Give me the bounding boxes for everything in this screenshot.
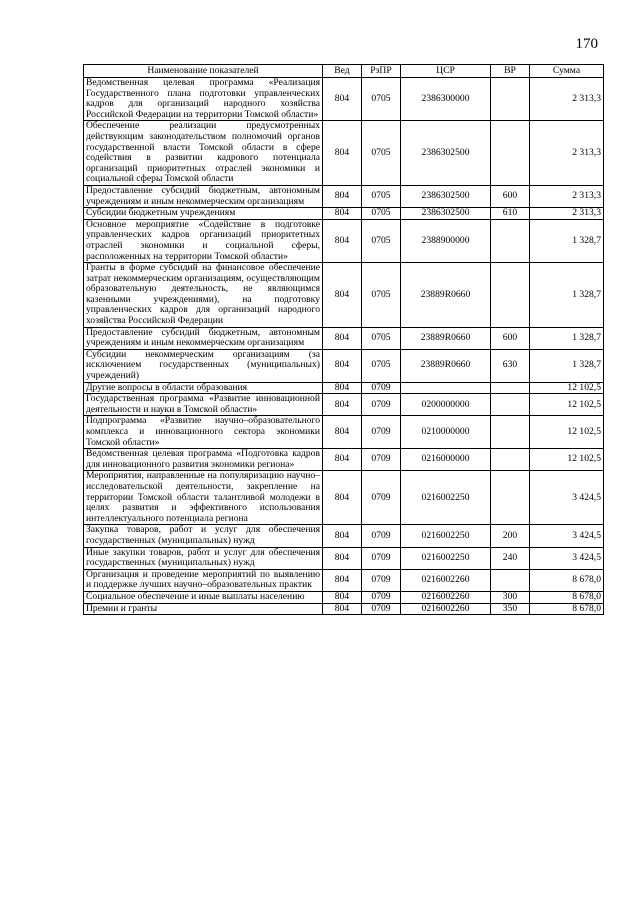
cell-csr: 2386302500 bbox=[401, 185, 491, 207]
cell-rzpr: 0709 bbox=[362, 547, 401, 569]
cell-vr: 600 bbox=[491, 327, 530, 349]
cell-name: Предоставление субсидий бюджетным, автономным учреждениям и иным некоммерческим организациям bbox=[84, 185, 323, 207]
cell-csr: 2386302500 bbox=[401, 121, 491, 186]
table-row bbox=[84, 208, 604, 220]
cell-csr bbox=[401, 382, 491, 394]
header-ved: Вед bbox=[323, 65, 362, 78]
cell-rzpr: 0705 bbox=[362, 327, 401, 349]
cell-name: Мероприятия, направленные на популяризацию научно–исследовательской деятельности, закрепление на территории Томской области талантливой молодежи в целях развития и эффективного использования интеллектуального потенциала региона bbox=[84, 471, 323, 525]
header-rzpr: РзПР bbox=[362, 65, 401, 78]
cell-sum: 3 424,5 bbox=[530, 547, 604, 569]
cell-rzpr: 0705 bbox=[362, 121, 401, 186]
table-row bbox=[84, 219, 604, 262]
cell-rzpr: 0705 bbox=[362, 208, 401, 220]
header-sum: Сумма bbox=[530, 65, 604, 78]
cell-ved: 804 bbox=[323, 382, 362, 394]
cell-ved: 804 bbox=[323, 471, 362, 525]
cell-rzpr: 0709 bbox=[362, 591, 401, 603]
cell-csr: 0216002250 bbox=[401, 525, 491, 547]
cell-sum: 1 328,7 bbox=[530, 263, 604, 328]
cell-rzpr: 0709 bbox=[362, 603, 401, 615]
cell-sum: 8 678,0 bbox=[530, 569, 604, 591]
cell-ved: 804 bbox=[323, 263, 362, 328]
cell-vr: 240 bbox=[491, 547, 530, 569]
table-header-row bbox=[84, 65, 604, 78]
table-row bbox=[84, 525, 604, 547]
cell-csr: 0216002260 bbox=[401, 569, 491, 591]
table-row bbox=[84, 185, 604, 207]
cell-csr: 23889R0660 bbox=[401, 327, 491, 349]
table-row bbox=[84, 121, 604, 186]
cell-sum: 8 678,0 bbox=[530, 603, 604, 615]
cell-sum: 2 313,3 bbox=[530, 121, 604, 186]
table-row bbox=[84, 349, 604, 382]
cell-csr: 0200000000 bbox=[401, 394, 491, 416]
cell-ved: 804 bbox=[323, 185, 362, 207]
cell-name: Организация и проведение мероприятий по выявлению и поддержке лучших научно–образовательных практик bbox=[84, 569, 323, 591]
cell-rzpr: 0709 bbox=[362, 569, 401, 591]
table-row bbox=[84, 591, 604, 603]
cell-csr: 0216002250 bbox=[401, 471, 491, 525]
table-body bbox=[84, 78, 604, 615]
cell-name: Предоставление субсидий бюджетным, автономным учреждениям и иным некоммерческим организациям bbox=[84, 327, 323, 349]
cell-rzpr: 0705 bbox=[362, 185, 401, 207]
header-csr: ЦСР bbox=[401, 65, 491, 78]
cell-rzpr: 0705 bbox=[362, 349, 401, 382]
cell-csr: 0216002260 bbox=[401, 603, 491, 615]
cell-ved: 804 bbox=[323, 349, 362, 382]
cell-sum: 3 424,5 bbox=[530, 471, 604, 525]
cell-ved: 804 bbox=[323, 449, 362, 471]
cell-sum: 3 424,5 bbox=[530, 525, 604, 547]
cell-sum: 1 328,7 bbox=[530, 219, 604, 262]
cell-ved: 804 bbox=[323, 219, 362, 262]
cell-name: Ведомственная целевая программа «Подготовка кадров для инновационного развития экономики региона» bbox=[84, 449, 323, 471]
cell-sum: 12 102,5 bbox=[530, 394, 604, 416]
cell-name: Социальное обеспечение и иные выплаты населению bbox=[84, 591, 323, 603]
cell-vr bbox=[491, 382, 530, 394]
cell-name: Иные закупки товаров, работ и услуг для обеспечения государственных (муниципальных) нужд bbox=[84, 547, 323, 569]
cell-csr: 23889R0660 bbox=[401, 349, 491, 382]
cell-sum: 12 102,5 bbox=[530, 416, 604, 449]
table-row bbox=[84, 569, 604, 591]
cell-name: Обеспечение реализации предусмотренных действующим законодательством полномочий органов государственной власти Томской области в сфере содействия в развитии кадрового потенциала организаций приоритетных отраслей экономики и социальной сферы Томской области bbox=[84, 121, 323, 186]
table-row bbox=[84, 603, 604, 615]
cell-ved: 804 bbox=[323, 603, 362, 615]
cell-name: Ведомственная целевая программа «Реализация Государственного плана подготовки управленческих кадров для организаций народного хозяйства Российской Федерации на территории Томской области» bbox=[84, 78, 323, 121]
header-vr: ВР bbox=[491, 65, 530, 78]
cell-sum: 8 678,0 bbox=[530, 591, 604, 603]
cell-ved: 804 bbox=[323, 569, 362, 591]
cell-rzpr: 0705 bbox=[362, 263, 401, 328]
cell-ved: 804 bbox=[323, 525, 362, 547]
cell-vr: 200 bbox=[491, 525, 530, 547]
table-row bbox=[84, 78, 604, 121]
cell-name: Субсидии бюджетным учреждениям bbox=[84, 208, 323, 220]
cell-rzpr: 0709 bbox=[362, 382, 401, 394]
cell-csr: 0216002260 bbox=[401, 591, 491, 603]
cell-vr bbox=[491, 78, 530, 121]
cell-vr bbox=[491, 416, 530, 449]
cell-ved: 804 bbox=[323, 208, 362, 220]
cell-vr bbox=[491, 449, 530, 471]
cell-rzpr: 0705 bbox=[362, 78, 401, 121]
cell-vr: 300 bbox=[491, 591, 530, 603]
table-row bbox=[84, 416, 604, 449]
cell-vr bbox=[491, 394, 530, 416]
cell-name: Государственная программа «Развитие инновационной деятельности и науки в Томской области» bbox=[84, 394, 323, 416]
cell-csr: 23889R0660 bbox=[401, 263, 491, 328]
cell-name: Основное мероприятие «Содействие в подготовке управленческих кадров организаций приоритетных отраслей экономики и социальной сферы, расположенных на территории Томской области» bbox=[84, 219, 323, 262]
cell-ved: 804 bbox=[323, 547, 362, 569]
cell-sum: 2 313,3 bbox=[530, 78, 604, 121]
cell-rzpr: 0709 bbox=[362, 525, 401, 547]
cell-ved: 804 bbox=[323, 416, 362, 449]
cell-name: Гранты в форме субсидий на финансовое обеспечение затрат некоммерческим организациям, осуществляющим образовательную деятельность, не являющимся казенными учреждениями), на подготовку управленческих кадров для организаций народного хозяйства Российской Федерации bbox=[84, 263, 323, 328]
cell-ved: 804 bbox=[323, 121, 362, 186]
cell-name: Подпрограмма «Развитие научно–образовательного комплекса и инновационного сектора экономики Томской области» bbox=[84, 416, 323, 449]
cell-sum: 12 102,5 bbox=[530, 382, 604, 394]
cell-vr bbox=[491, 121, 530, 186]
cell-rzpr: 0709 bbox=[362, 416, 401, 449]
cell-rzpr: 0709 bbox=[362, 449, 401, 471]
cell-vr bbox=[491, 471, 530, 525]
cell-csr: 0216000000 bbox=[401, 449, 491, 471]
budget-table bbox=[83, 64, 604, 615]
cell-rzpr: 0709 bbox=[362, 394, 401, 416]
cell-vr: 350 bbox=[491, 603, 530, 615]
cell-ved: 804 bbox=[323, 394, 362, 416]
cell-csr: 2388900000 bbox=[401, 219, 491, 262]
cell-vr: 610 bbox=[491, 208, 530, 220]
page-number: 170 bbox=[575, 36, 598, 52]
table-row bbox=[84, 547, 604, 569]
table-row bbox=[84, 382, 604, 394]
cell-sum: 2 313,3 bbox=[530, 208, 604, 220]
cell-rzpr: 0709 bbox=[362, 471, 401, 525]
cell-csr: 0216002250 bbox=[401, 547, 491, 569]
cell-vr bbox=[491, 263, 530, 328]
cell-csr: 2386300000 bbox=[401, 78, 491, 121]
cell-name: Закупка товаров, работ и услуг для обеспечения государственных (муниципальных) нужд bbox=[84, 525, 323, 547]
cell-sum: 2 313,3 bbox=[530, 185, 604, 207]
cell-ved: 804 bbox=[323, 78, 362, 121]
cell-name: Премии и гранты bbox=[84, 603, 323, 615]
table-row bbox=[84, 263, 604, 328]
table-row bbox=[84, 449, 604, 471]
cell-vr bbox=[491, 569, 530, 591]
cell-ved: 804 bbox=[323, 327, 362, 349]
cell-csr: 0210000000 bbox=[401, 416, 491, 449]
header-name: Наименование показателей bbox=[84, 65, 323, 78]
cell-vr: 600 bbox=[491, 185, 530, 207]
cell-vr: 630 bbox=[491, 349, 530, 382]
table-row bbox=[84, 471, 604, 525]
cell-sum: 12 102,5 bbox=[530, 449, 604, 471]
cell-vr bbox=[491, 219, 530, 262]
cell-rzpr: 0705 bbox=[362, 219, 401, 262]
table-row bbox=[84, 394, 604, 416]
cell-sum: 1 328,7 bbox=[530, 349, 604, 382]
cell-sum: 1 328,7 bbox=[530, 327, 604, 349]
cell-csr: 2386302500 bbox=[401, 208, 491, 220]
cell-ved: 804 bbox=[323, 591, 362, 603]
table-row bbox=[84, 327, 604, 349]
cell-name: Субсидии некоммерческим организациям (за исключением государственных (муниципальных) учреждений) bbox=[84, 349, 323, 382]
cell-name: Другие вопросы в области образования bbox=[84, 382, 323, 394]
